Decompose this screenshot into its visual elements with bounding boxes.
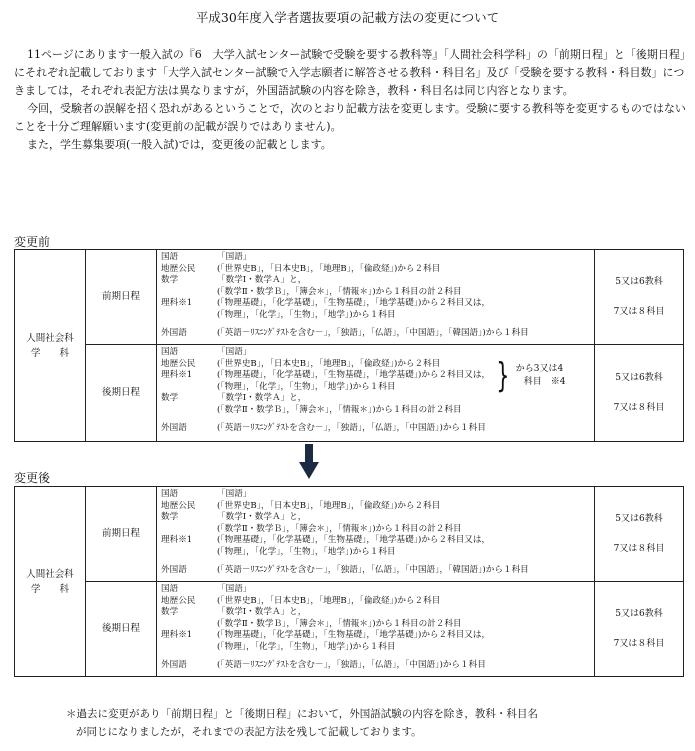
page-title: 平成30年度入学者選抜要項の記載方法の変更について [195,10,500,25]
subject-text: (「物理基礎」，「化学基礎」，「生物基礎」，「地学基礎」)から２科目又は， [217,535,491,546]
subject-group-count: 5又は6教科 [615,373,663,383]
count-cell [595,582,684,677]
dept-name-line1: 人間社会科 [26,568,74,580]
subject-text: 「数学Ⅰ・数学Ａ」と， [217,275,307,286]
subject-label: 地歴公民 [161,263,196,274]
subject-text: (「数学Ⅱ・数学Ｂ」，「簿会＊」，「情報＊」)から１科目の計２科目 [217,618,462,629]
intro-text [14,46,686,154]
subject-text: 「数学Ⅰ・数学Ａ」と， [217,393,307,404]
intro-paragraph-3: また，学生募集要項(一般入試)では，変更後の記載とします。 [27,138,332,151]
subject-label: 外国語 [161,659,187,670]
subject-label: 国語 [161,584,179,594]
after-table [14,486,684,677]
subject-count: 7又は８科目 [613,307,665,317]
subject-count: 7又は８科目 [613,544,665,554]
subject-label: 数学 [161,275,179,286]
subject-label [161,642,217,654]
subject-text: (「世界史B」，「日本史B」，「地理B」，「倫政経」)から２科目 [217,500,441,511]
count-cell [595,487,684,582]
subject-group-count: 5又は6教科 [615,277,663,287]
subject-label [161,287,217,299]
subject-text: 「国語」 [217,489,252,499]
session-kouki: 後期日程 [86,582,157,677]
subject-text: (「物理」，「化学」，「生物」，「地学」)から１科目 [217,546,396,557]
subject-label [161,619,217,631]
subject-label [161,382,217,394]
subject-label: 理科※1 [161,370,193,381]
subject-label: 理科※1 [161,630,193,641]
subject-text: (「数学Ⅱ・数学Ｂ」，「簿会＊」，「情報＊」)から１科目の計２科目 [217,523,462,534]
subject-label: 数学 [161,512,179,523]
down-arrow-icon [298,444,320,480]
subject-text: (「数学Ⅱ・数学Ｂ」，「簿会＊」，「情報＊」)から１科目の計２科目 [217,404,462,415]
subject-text: (「物理基礎」，「化学基礎」，「生物基礎」，「地学基礎」)から２科目又は， [217,298,491,309]
subjects-cell [157,250,595,345]
subject-label: 外国語 [161,327,187,338]
subject-text: (「世界史B」，「日本史B」，「地理B」，「倫政経」)から２科目 [217,595,441,606]
subject-label: 国語 [161,347,179,357]
subject-text: (「英語－ﾘｽﾆﾝｸﾞﾃｽﾄを含む－」，「独語」，「仏語」，「中国語」)から１科目 [217,422,486,433]
subject-label: 外国語 [161,564,187,575]
dept-name-line1: 人間社会科 [26,332,74,344]
subject-text: 「数学Ⅰ・数学Ａ」と， [217,512,307,523]
footnote [66,705,666,741]
subject-text: 「国語」 [217,584,252,594]
subject-group-count: 5又は6教科 [615,609,663,619]
subject-group-count: 5又は6教科 [615,514,663,524]
subject-label: 地歴公民 [161,500,196,511]
intro-paragraph-2: 今回，受験者の誤解を招く恐れがあるということで，次のとおり記載方法を変更します。受験に要する教科等を変更するものではないことを十分ご理解願います(変更前の記載が誤りではありません)。 [14,102,686,133]
count-cell [595,250,684,345]
right-brace-icon: } [496,355,510,396]
before-label: 変更前 [14,235,51,249]
subject-label: 数学 [161,607,179,618]
intro-paragraph-1: 11ページにあります一般入試の『6 大学入試センター試験で受験を要する教科等』「人間社会科学科」の「前期日程」と「後期日程」にそれぞれ記載しております「大学入試センター試験で入学志願者に解答させる教科・科目名」及び「受験を要する教科・科目数」につきましては，それぞれ表記方法は異なりますが，外国語試験の内容を除き，教科・科目名は同じ内容となります。 [14,48,686,97]
subject-label [161,547,217,559]
subjects-cell [157,487,595,582]
subject-label: 国語 [161,489,179,499]
subject-label: 国語 [161,252,179,262]
subject-label: 理科※1 [161,298,193,309]
subjects-cell [157,582,595,677]
subject-text: (「英語－ﾘｽﾆﾝｸﾞﾃｽﾄを含む－」，「独語」，「仏語」，「中国語」)から１科目 [217,659,486,670]
subject-text: 「国語」 [217,252,252,262]
count-cell [595,345,684,442]
subject-label [161,310,217,322]
session-kouki: 後期日程 [86,345,157,442]
subject-text: 「数学Ⅰ・数学Ａ」と， [217,607,307,618]
subject-label [161,405,217,417]
session-zenki: 前期日程 [86,487,157,582]
dept-name-line2: 学 科 [30,583,69,595]
subject-text: (「物理基礎」，「化学基礎」，「生物基礎」，「地学基礎」)から２科目又は， [217,630,491,641]
after-label: 変更後 [14,471,51,485]
before-table [14,249,684,442]
session-zenki: 前期日程 [86,250,157,345]
brace-group [490,355,566,396]
subject-label: 理科※1 [161,535,193,546]
subject-text: (「数学Ⅱ・数学Ｂ」，「簿会＊」，「情報＊」)から１科目の計２科目 [217,286,462,297]
dept-cell [15,250,86,442]
subject-text: (「英語－ﾘｽﾆﾝｸﾞﾃｽﾄを含む－」，「独語」，「仏語」，「中国語」，「韓国語」)から１科目 [217,564,529,575]
subject-label: 外国語 [161,422,187,433]
brace-note: から3又は4 [515,363,564,374]
subject-count: 7又は８科目 [613,403,665,413]
subject-count: 7又は８科目 [613,639,665,649]
brace-note: 科目 ※4 [523,376,566,387]
subject-text: 「国語」 [217,347,252,357]
subject-text: (「物理基礎」，「化学基礎」，「生物基礎」，「地学基礎」)から２科目又は， [217,370,491,381]
subject-text: (「物理」，「化学」，「生物」，「地学」)から１科目 [217,309,396,320]
subject-text: (「世界史B」，「日本史B」，「地理B」，「倫政経」)から２科目 [217,358,441,369]
dept-name-line2: 学 科 [30,347,69,359]
footnote-line-2: が同じになりましたが，それまでの表記方法を残して記載しております。 [76,726,422,738]
subject-text: (「世界史B」，「日本史B」，「地理B」，「倫政経」)から２科目 [217,263,441,274]
subject-text: (「物理」，「化学」，「生物」，「地学」)から１科目 [217,381,396,392]
subject-label [161,524,217,536]
subject-label: 地歴公民 [161,358,196,369]
subject-text: (「英語－ﾘｽﾆﾝｸﾞﾃｽﾄを含む－」，「独語」，「仏語」，「中国語」，「韓国語」)から１科目 [217,327,529,338]
footnote-line-1: ＊過去に変更があり「前期日程」と「後期日程」において，外国語試験の内容を除き，教科・科目名 [66,708,538,720]
subject-label: 地歴公民 [161,595,196,606]
subject-label: 数学 [161,393,179,404]
subjects-cell [157,345,595,442]
dept-cell [15,487,86,677]
subject-text: (「物理」，「化学」，「生物」，「地学」)から１科目 [217,641,396,652]
